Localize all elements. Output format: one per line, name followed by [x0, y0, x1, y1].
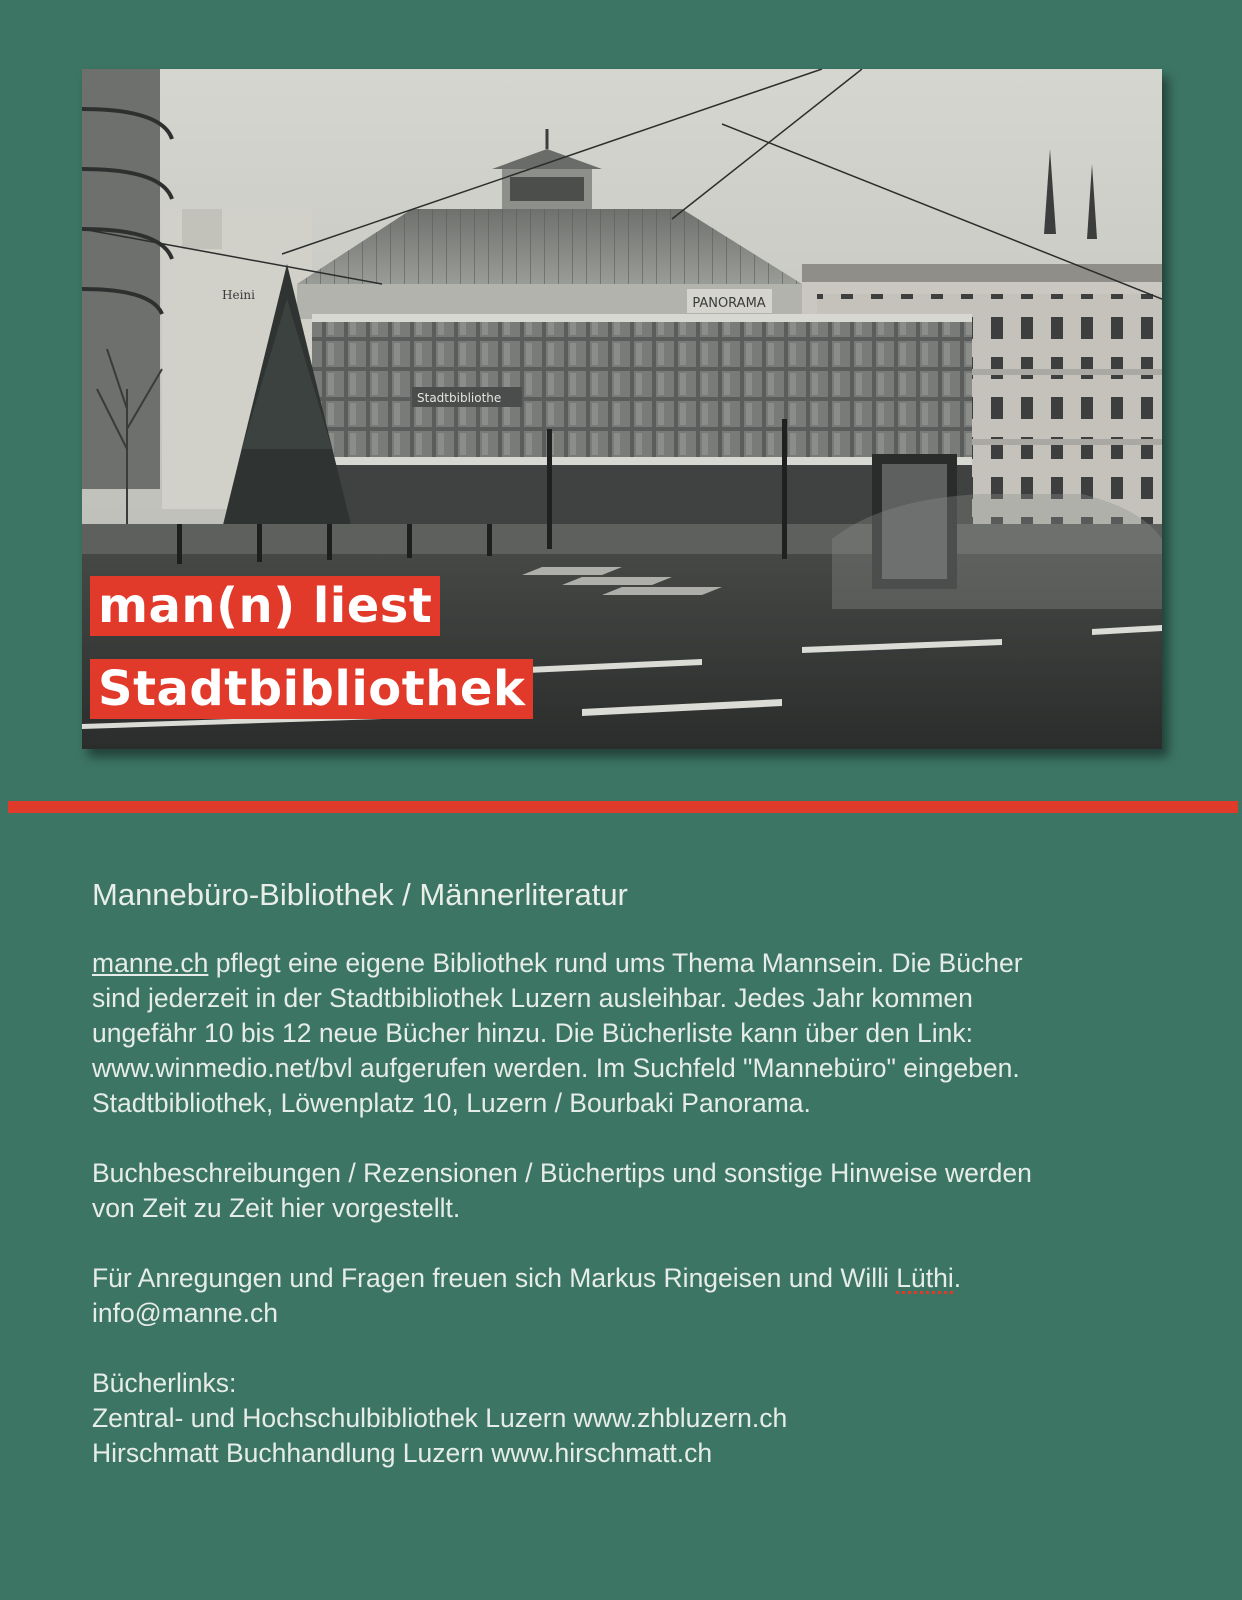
accent-divider [8, 801, 1238, 813]
article [92, 875, 1172, 1506]
intro-line-3: ungefähr 10 bis 12 neue Bücher hinzu. Die Bücherliste kann über den Link: [92, 1018, 973, 1048]
sign-heini: Heini [222, 288, 255, 302]
tag-stadtbibliothek: Stadtbibliothek [90, 659, 533, 719]
tag-man-n-liest: man(n) liest [90, 576, 440, 636]
link-zhb[interactable]: Zentral- und Hochschulbibliothek Luzern www.zhbluzern.ch [92, 1403, 788, 1433]
intro-line-1 [92, 946, 1172, 981]
contact-line [92, 1261, 1172, 1296]
hero-photo [82, 69, 1162, 749]
contact-paragraph [92, 1261, 1172, 1331]
reviews-line-1: Buchbeschreibungen / Rezensionen / Büchertips und sonstige Hinweise werden [92, 1158, 1032, 1188]
reviews-paragraph [92, 1156, 1172, 1226]
intro-line-4: www.winmedio.net/bvl aufgerufen werden. Im Suchfeld "Mannebüro" eingeben. [92, 1053, 1020, 1083]
sign-panorama: PANORAMA [692, 296, 766, 311]
intro-line-1-text: pflegt eine eigene Bibliothek rund ums Thema Mannsein. Die Bücher [208, 948, 1023, 978]
article-heading: Mannebüro-Bibliothek / Männerliteratur [92, 877, 628, 912]
reviews-line-2: von Zeit zu Zeit hier vorgestellt. [92, 1193, 461, 1223]
contact-email[interactable]: info@manne.ch [92, 1298, 279, 1328]
intro-line-2: sind jederzeit in der Stadtbibliothek Luzern ausleihbar. Jedes Jahr kommen [92, 983, 973, 1013]
intro-line-5: Stadtbibliothek, Löwenplatz 10, Luzern / Bourbaki Panorama. [92, 1088, 811, 1118]
intro-paragraph [92, 946, 1172, 1121]
contact-period: . [953, 1263, 962, 1293]
manne-link[interactable]: manne.ch [92, 948, 209, 978]
contact-name: Lüthi [896, 1263, 954, 1293]
sign-stadtbibliothek: Stadtbibliothe [417, 391, 502, 405]
links-paragraph [92, 1366, 1172, 1471]
links-title: Bücherlinks: [92, 1368, 237, 1398]
contact-text: Für Anregungen und Fragen freuen sich Markus Ringeisen und Willi [92, 1263, 897, 1293]
link-hirschmatt[interactable]: Hirschmatt Buchhandlung Luzern www.hirschmatt.ch [92, 1438, 713, 1468]
library-building-image [82, 69, 1162, 749]
